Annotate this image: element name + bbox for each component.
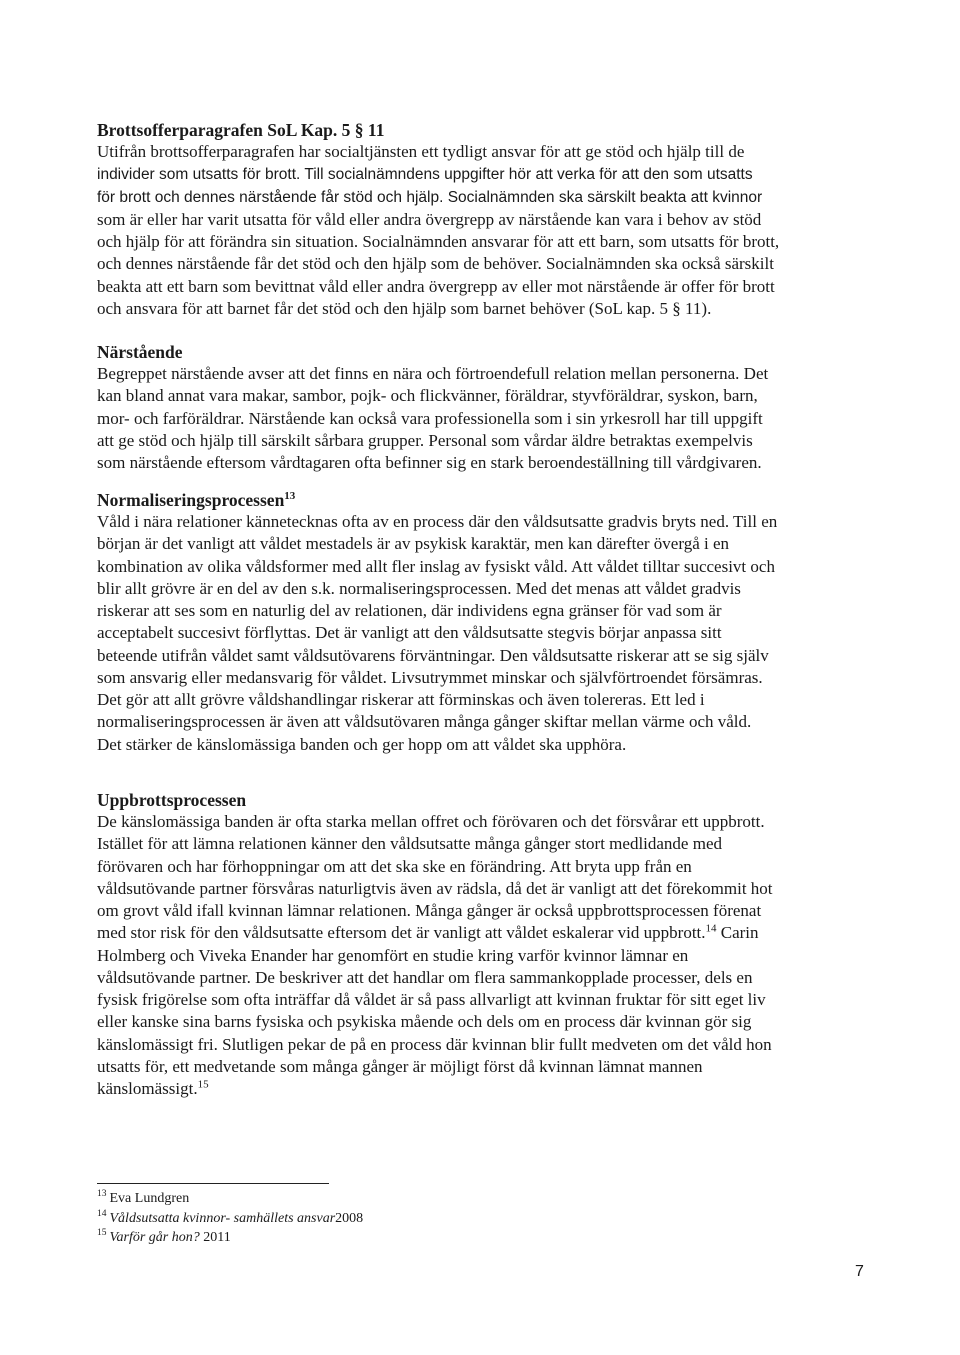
text-line-fragment: känslomässigt.: [97, 1079, 198, 1098]
section-narstaende: [97, 341, 869, 474]
section-heading: Uppbrottsprocessen: [97, 790, 247, 810]
text-line: våldsutövande partner. De beskriver att det handlar om flera sammankopplade processer, dels en: [97, 967, 753, 987]
footnote-title: Våldsutsatta kvinnor- samhällets ansvar: [109, 1210, 336, 1226]
footnote-ref: 13: [284, 490, 296, 503]
text-line: [97, 922, 869, 944]
text-line: acceptabelt succesivt förflyttas. Det är vanligt att den våldsutsatte stegvis börjar anpassa sitt: [97, 623, 722, 643]
text-line: [97, 163, 869, 186]
text-line: och ansvara för att barnet får det stöd och den hjälp som barnet behöver (SoL kap. 5 § 11).: [97, 298, 712, 318]
text-line: kombination av olika våldsformer med allt fler inslag av fysiskt våld. Att våldet tilltar succesivt och: [97, 556, 775, 576]
section-heading: Närstående: [97, 342, 183, 362]
text-line-fragment: med stor risk för den våldsutsatte eftersom det är vanligt att våldet eskalerar vid uppbrott.: [97, 923, 706, 943]
footnote: [97, 1189, 363, 1209]
footnote-ref: 14: [705, 922, 717, 935]
text-line: utsatts för, ett medvetande som många gånger är möjligt först då kvinnan lämnat mannen: [97, 1056, 703, 1076]
section-body: [97, 363, 869, 474]
heading-text: Normaliseringsprocessen: [97, 490, 285, 510]
text-line: riskerar att ses som en naturlig del av relationen, där individens egna gränser för vad som är: [97, 601, 722, 620]
text-line: fysisk frigörelse som ofta inträffar då våldet är så pass allvarligt att kvinnan fruktar för sitt eget liv: [97, 990, 766, 1009]
text-line: Begreppet närstående avser att det finns en nära och förtroendefull relation mellan personerna. Det: [97, 364, 769, 383]
section-brottsofferparagrafen: [97, 119, 869, 320]
text-line-fragment: Carin: [716, 923, 759, 943]
text-line: normaliseringsprocessen är även att våldsutövaren många gånger skiftar mellan värme och våld.: [97, 712, 752, 732]
text-line: beakta att ett barn som bevittnat våld eller andra övergrepp av eller mot närstående är offer för brott: [97, 276, 775, 296]
text-line: början är det vanligt att våldet mestadels är av psykisk karaktär, men kan därefter övergå i en: [97, 534, 730, 554]
section-body: [97, 511, 869, 756]
text-line: för brott och dennes närstående får stöd och hjälp. Socialnämnden ska särskilt beakta att kvinnor: [97, 188, 763, 206]
section-body: [97, 141, 869, 320]
section-body: [97, 811, 869, 1100]
text-line: De känslomässiga banden är ofta starka mellan offret och förövaren och det försvårar ett uppbrott.: [97, 812, 765, 831]
text-line: och hjälp för att förändra sin situation. Socialnämnden ansvarar för att ett barn, som utsatts för brott,: [97, 232, 780, 251]
footnotes: [97, 1189, 363, 1248]
text-line: och dennes närstående får det stöd och den hjälp som de behöver. Socialnämnden ska också särskilt: [97, 254, 774, 274]
footnote-text: 2011: [199, 1230, 231, 1245]
footnote: [97, 1209, 363, 1229]
text-line: blir allt grövre är en del av den s.k. normaliseringsprocessen. Med det menas att våldet gradvis: [97, 578, 741, 598]
text-line: att ge stöd och hjälp till särskilt sårbara grupper. Personal som vårdar äldre betraktas exempelvis: [97, 430, 753, 450]
section-normaliseringsprocessen: [97, 489, 869, 756]
page-number: 7: [855, 1263, 864, 1280]
footnote-text: 2008: [335, 1210, 364, 1226]
footnote-ref: 15: [197, 1078, 209, 1091]
text-line: eller kanske sina barns fysiska och psykiska mående och dels om en process där kvinnan gör sig: [97, 1012, 752, 1032]
footnote-title: Varför går hon?: [109, 1230, 200, 1245]
text-line: våldsutövande partner försvåras naturligtvis även av rädsla, då det är vanligt att det förekommit hot: [97, 878, 773, 898]
text-line: som ansvarig eller medansvarig för våldet. Livsutrymmet minskar och självförtroendet försämras.: [97, 667, 763, 687]
footnote-number: 15: [97, 1228, 107, 1239]
text-line: förövaren och har förhoppningar om att det ska ske en förändring. Att bryta upp från en: [97, 856, 692, 876]
section-uppbrottsprocessen: [97, 789, 869, 1100]
footnote-text: Eva Lundgren: [109, 1191, 190, 1206]
text-line-fragment: individer som utsatts för brott. Till socialnämndens uppgifter hör att verka för att den som utsatts: [97, 166, 753, 184]
text-line: känslomässigt fri. Slutligen pekar de på en process där kvinnan blir fullt medveten om det våld hon: [97, 1034, 772, 1054]
text-line: beteende utifrån våldet samt våldsutövarens förväntningar. Den våldsutsatte riskerar att se sig själv: [97, 645, 769, 665]
text-line: Våld i nära relationer kännetecknas ofta av en process där den våldsutsatte gradvis bryts ned. Till en: [97, 512, 778, 531]
section-heading: [97, 489, 869, 511]
footnote-divider: [97, 1183, 329, 1184]
text-line: om grovt våld ifall kvinnan lämnar relationen. Många gånger är också uppbrottsprocessen förenat: [97, 901, 762, 920]
text-line: Utifrån brottsofferparagrafen har socialtjänsten ett tydligt ansvar för att ge stöd och hjälp till de: [97, 142, 745, 161]
text-line: [97, 1078, 869, 1100]
text-line: mor- och farföräldrar. Närstående kan också vara professionella som i sin yrkesroll har till uppgift: [97, 408, 763, 428]
footnote: [97, 1228, 363, 1248]
text-line: Det stärker de känslomässiga banden och ger hopp om att våldet ska upphöra.: [97, 734, 627, 754]
text-line: Istället för att lämna relationen känner den våldsutsatte många gånger stort medlidande med: [97, 834, 722, 854]
text-line: kan bland annat vara makar, sambor, pojk- och flickvänner, föräldrar, styvföräldrar, syskon, barn,: [97, 386, 758, 406]
text-line: Det gör att allt grövre våldshandlingar riskerar att förminskas och även tolereras. Ett led i: [97, 690, 705, 709]
footnote-number: 14: [97, 1208, 107, 1219]
section-heading: Brottsofferparagrafen SoL Kap. 5 § 11: [97, 120, 385, 140]
text-line: som är eller har varit utsatta för våld eller andra övergrepp av närstående kan vara i behov av stöd: [97, 209, 762, 229]
text-line: som närstående eftersom vårdtagaren ofta befinner sig en stark beroendeställning till vårdgivaren.: [97, 453, 762, 472]
footnote-number: 13: [97, 1189, 107, 1200]
text-line: Holmberg och Viveka Enander har genomfört en studie kring varför kvinnor lämnar en: [97, 945, 689, 965]
